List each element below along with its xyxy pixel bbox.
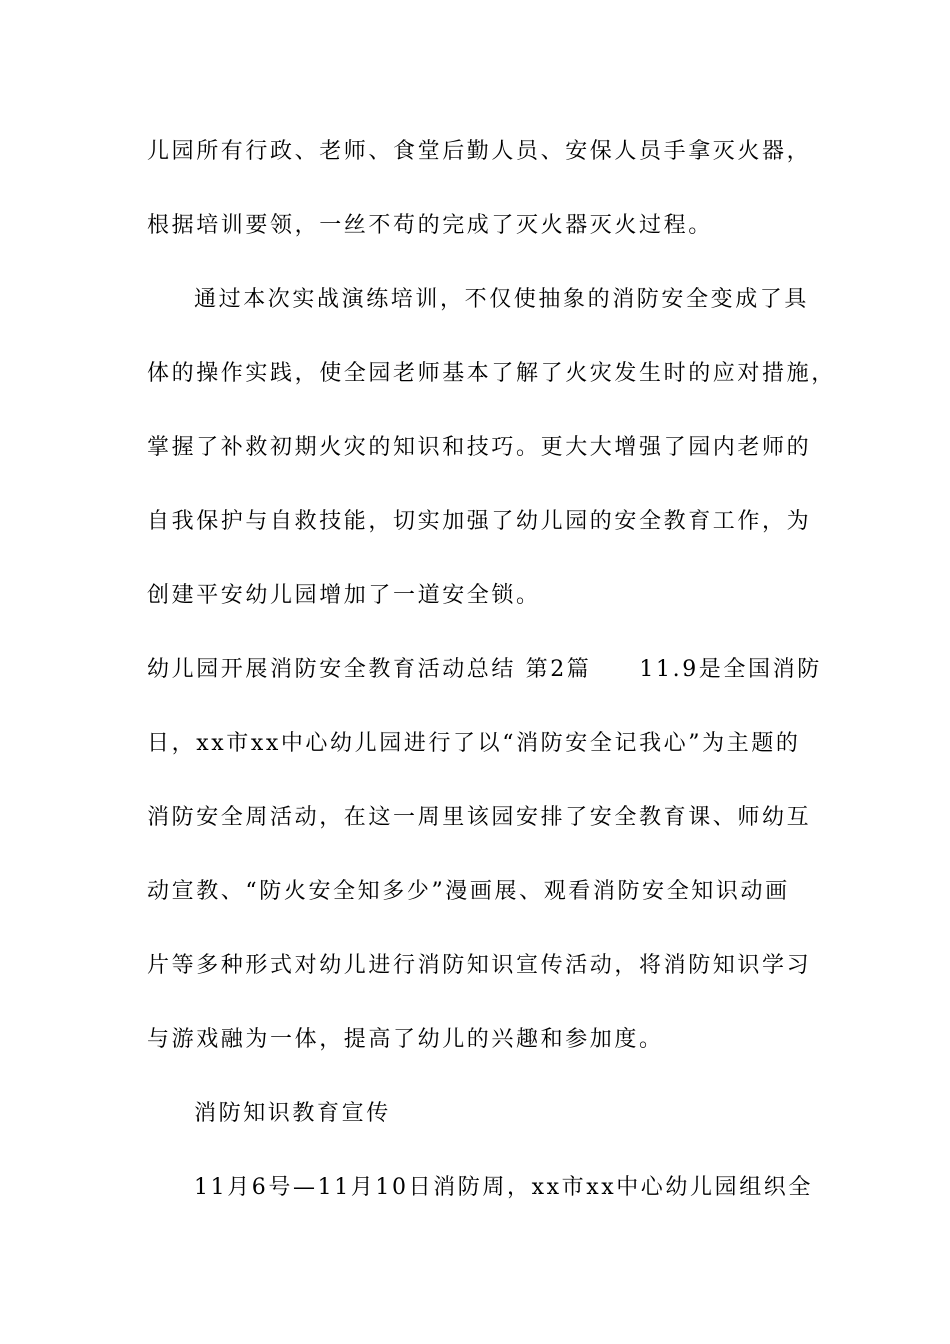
- section-heading-line: [147, 655, 827, 685]
- section-intro: 11.9是全国消防: [639, 657, 822, 682]
- text-line: 动宣教、“防火安全知多少”漫画展、观看消防安全知识动画: [147, 879, 790, 904]
- text-line: 日，xx市xx中心幼儿园进行了以“消防安全记我心”为主题的: [147, 731, 801, 756]
- text-line: 儿园所有行政、老师、食堂后勤人员、安保人员手拿灭火器，: [147, 139, 812, 164]
- text-line: 与游戏融为一体，提高了幼儿的兴趣和参加度。: [147, 1027, 664, 1052]
- paragraph-first-line: 11月6号—11月10日消防周，xx市xx中心幼儿园组织全: [194, 1175, 814, 1200]
- section-heading: 幼儿园开展消防安全教育活动总结 第2篇: [147, 657, 592, 682]
- text-line: 创建平安幼儿园增加了一道安全锁。: [147, 583, 541, 608]
- text-line: 消防安全周活动，在这一周里该园安排了安全教育课、师幼互: [147, 805, 812, 830]
- text-line: 自我保护与自救技能，切实加强了幼儿园的安全教育工作，为: [147, 509, 812, 534]
- subheading: 消防知识教育宣传: [194, 1101, 391, 1126]
- paragraph-first-line: 通过本次实战演练培训，不仅使抽象的消防安全变成了具: [194, 287, 810, 312]
- text-line: 片等多种形式对幼儿进行消防知识宣传活动，将消防知识学习: [147, 953, 812, 978]
- text-line: 体的操作实践，使全园老师基本了解了火灾发生时的应对措施，: [147, 361, 836, 386]
- text-line: 掌握了补救初期火灾的知识和技巧。更大大增强了园内老师的: [147, 435, 812, 460]
- text-line: 根据培训要领，一丝不苟的完成了灭火器灭火过程。: [147, 213, 713, 238]
